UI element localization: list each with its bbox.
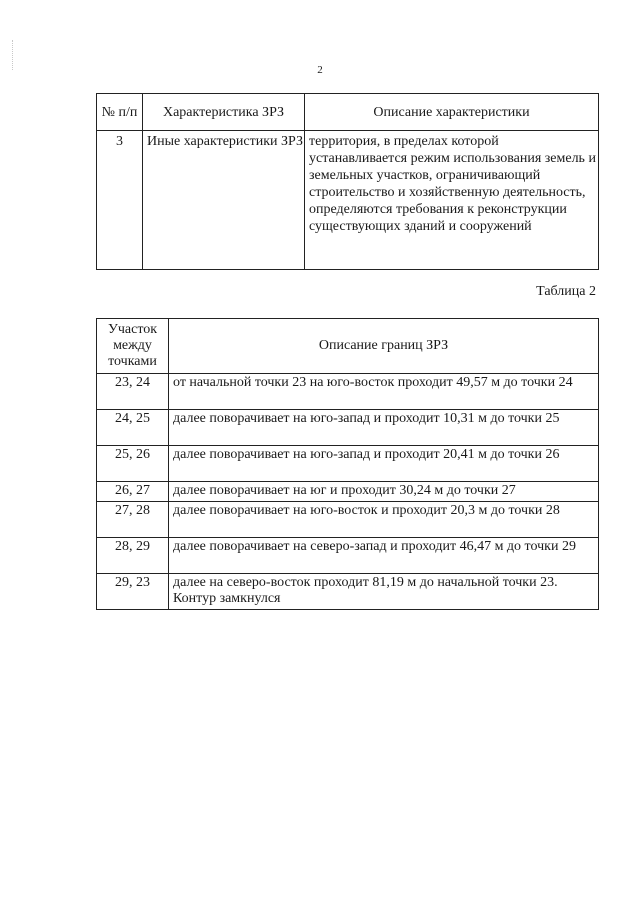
segment-cell: 23, 24 [97, 374, 169, 410]
table-header-row [97, 94, 599, 131]
page-number: 2 [317, 64, 323, 76]
segment-cell: 29, 23 [97, 574, 169, 610]
row-characteristic: Иные характеристики ЗРЗ [143, 131, 305, 270]
header-characteristic: Характеристика ЗРЗ [143, 94, 305, 131]
row-number: 3 [97, 131, 143, 270]
table-row [97, 446, 599, 482]
segment-cell: 26, 27 [97, 482, 169, 502]
table2-title: Таблица 2 [536, 284, 596, 299]
boundary-description-cell: далее поворачивает на юго-восток и проходит 20,3 м до точки 28 [169, 502, 599, 538]
boundary-description-cell: от начальной точки 23 на юго-восток проходит 49,57 м до точки 24 [169, 374, 599, 410]
boundary-description-cell: далее на северо-восток проходит 81,19 м до начальной точки 23. Контур замкнулся [169, 574, 599, 610]
segment-cell: 28, 29 [97, 538, 169, 574]
table-row [97, 131, 599, 270]
table-header-row [97, 319, 599, 374]
table-row [97, 538, 599, 574]
segment-cell: 24, 25 [97, 410, 169, 446]
row-description: территория, в пределах которой устанавливается режим использования земель и земельных участков, ограничивающий строительство и хозяйственную деятельность, определяются требования к реконструкции существующих зданий и сооружений [305, 131, 599, 270]
boundary-description-cell: далее поворачивает на юго-запад и проходит 10,31 м до точки 25 [169, 410, 599, 446]
segment-cell: 27, 28 [97, 502, 169, 538]
table-row [97, 574, 599, 610]
header-description: Описание характеристики [305, 94, 599, 131]
header-boundary-description: Описание границ ЗРЗ [169, 319, 599, 374]
table-row [97, 482, 599, 502]
boundary-description-cell: далее поворачивает на юго-запад и проходит 20,41 м до точки 26 [169, 446, 599, 482]
boundary-description-cell: далее поворачивает на юг и проходит 30,24 м до точки 27 [169, 482, 599, 502]
header-segment: Участок между точками [97, 319, 169, 374]
table-row [97, 502, 599, 538]
zrz-characteristics-table [96, 93, 599, 270]
boundary-description-cell: далее поворачивает на северо-запад и проходит 46,47 м до точки 29 [169, 538, 599, 574]
segment-cell: 25, 26 [97, 446, 169, 482]
zrz-boundaries-table [96, 318, 599, 610]
table-row [97, 410, 599, 446]
table-row [97, 374, 599, 410]
header-number: № п/п [97, 94, 143, 131]
